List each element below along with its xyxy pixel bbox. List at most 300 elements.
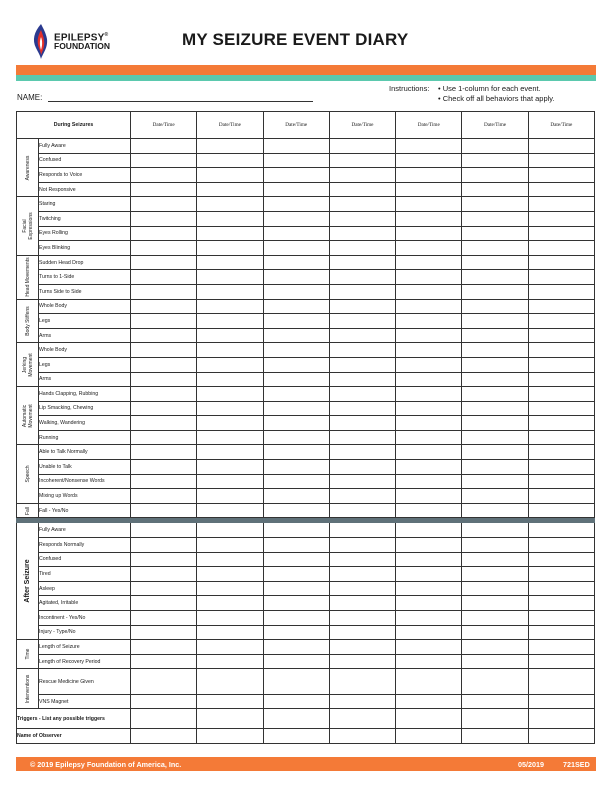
entry-cell[interactable] [462, 640, 528, 655]
entry-cell[interactable] [263, 241, 329, 256]
entry-cell[interactable] [528, 503, 594, 518]
entry-cell[interactable] [462, 270, 528, 285]
entry-cell[interactable] [197, 694, 263, 709]
entry-cell[interactable] [462, 654, 528, 669]
entry-cell[interactable] [396, 445, 462, 460]
behavior-label: Sudden Head Drop [39, 255, 131, 270]
entry-cell[interactable] [462, 538, 528, 553]
entry-cell[interactable] [197, 168, 263, 183]
entry-cell[interactable] [396, 284, 462, 299]
entry-cell[interactable] [197, 372, 263, 387]
entry-cell[interactable] [528, 226, 594, 241]
entry-cell[interactable] [396, 226, 462, 241]
entry-cell[interactable] [396, 328, 462, 343]
entry-cell[interactable] [131, 416, 197, 431]
entry-cell[interactable] [197, 596, 263, 611]
entry-cell[interactable] [131, 611, 197, 626]
entry-cell[interactable] [197, 153, 263, 168]
entry-cell[interactable] [197, 445, 263, 460]
behavior-label: Legs [39, 314, 131, 329]
entry-cell[interactable] [528, 401, 594, 416]
entry-cell[interactable] [528, 581, 594, 596]
entry-cell[interactable] [131, 197, 197, 212]
entry-cell[interactable] [131, 552, 197, 567]
entry-cell[interactable] [263, 640, 329, 655]
entry-cell[interactable] [197, 314, 263, 329]
entry-cell[interactable] [329, 489, 395, 504]
entry-cell[interactable] [528, 197, 594, 212]
entry-cell[interactable] [197, 729, 263, 744]
entry-cell[interactable] [263, 694, 329, 709]
group-label-text: Interventions [24, 674, 31, 704]
entry-cell[interactable] [263, 669, 329, 695]
entry-cell[interactable] [197, 401, 263, 416]
entry-cell[interactable] [329, 343, 395, 358]
entry-cell[interactable] [329, 430, 395, 445]
entry-cell[interactable] [197, 460, 263, 475]
entry-cell[interactable] [462, 729, 528, 744]
entry-cell[interactable] [131, 211, 197, 226]
entry-cell[interactable] [528, 139, 594, 154]
entry-cell[interactable] [329, 270, 395, 285]
entry-cell[interactable] [462, 372, 528, 387]
entry-cell[interactable] [396, 567, 462, 582]
entry-cell[interactable] [329, 387, 395, 402]
entry-cell[interactable] [263, 357, 329, 372]
entry-cell[interactable] [462, 211, 528, 226]
entry-cell[interactable] [528, 153, 594, 168]
entry-cell[interactable] [528, 430, 594, 445]
page-title: MY SEIZURE EVENT DIARY [182, 30, 409, 49]
entry-cell[interactable] [263, 328, 329, 343]
entry-cell[interactable] [263, 139, 329, 154]
entry-cell[interactable] [329, 255, 395, 270]
entry-cell[interactable] [329, 211, 395, 226]
entry-cell[interactable] [131, 640, 197, 655]
entry-cell[interactable] [528, 372, 594, 387]
entry-cell[interactable] [197, 523, 263, 538]
entry-cell[interactable] [396, 611, 462, 626]
entry-cell[interactable] [329, 401, 395, 416]
group-label [17, 255, 39, 299]
entry-cell[interactable] [197, 416, 263, 431]
entry-cell[interactable] [197, 503, 263, 518]
entry-cell[interactable] [462, 401, 528, 416]
entry-cell[interactable] [396, 581, 462, 596]
entry-cell[interactable] [197, 328, 263, 343]
entry-cell[interactable] [131, 401, 197, 416]
entry-cell[interactable] [263, 709, 329, 729]
entry-cell[interactable] [396, 168, 462, 183]
entry-cell[interactable] [263, 226, 329, 241]
entry-cell[interactable] [396, 596, 462, 611]
entry-cell[interactable] [396, 416, 462, 431]
entry-cell[interactable] [263, 625, 329, 640]
group-label [17, 523, 39, 640]
entry-cell[interactable] [462, 357, 528, 372]
entry-cell[interactable] [462, 503, 528, 518]
entry-cell[interactable] [131, 503, 197, 518]
entry-cell[interactable] [131, 182, 197, 197]
entry-cell[interactable] [197, 343, 263, 358]
entry-cell[interactable] [329, 284, 395, 299]
entry-cell[interactable] [528, 611, 594, 626]
entry-cell[interactable] [131, 153, 197, 168]
entry-cell[interactable] [462, 299, 528, 314]
entry-cell[interactable] [131, 139, 197, 154]
entry-cell[interactable] [396, 197, 462, 212]
entry-cell[interactable] [396, 474, 462, 489]
group-label [17, 445, 39, 503]
entry-cell[interactable] [263, 611, 329, 626]
entry-cell[interactable] [528, 241, 594, 256]
entry-cell[interactable] [462, 694, 528, 709]
entry-cell[interactable] [263, 552, 329, 567]
entry-cell[interactable] [462, 445, 528, 460]
entry-cell[interactable] [396, 182, 462, 197]
behavior-label: Lip Smacking, Chewing [39, 401, 131, 416]
entry-cell[interactable] [197, 197, 263, 212]
entry-cell[interactable] [396, 669, 462, 695]
entry-cell[interactable] [462, 460, 528, 475]
entry-cell[interactable] [462, 581, 528, 596]
entry-cell[interactable] [131, 284, 197, 299]
entry-cell[interactable] [528, 552, 594, 567]
entry-cell[interactable] [263, 153, 329, 168]
entry-cell[interactable] [528, 709, 594, 729]
entry-cell[interactable] [396, 729, 462, 744]
entry-cell[interactable] [263, 567, 329, 582]
entry-cell[interactable] [329, 357, 395, 372]
entry-cell[interactable] [462, 669, 528, 695]
entry-cell[interactable] [197, 299, 263, 314]
behavior-label: Eyes Blinking [39, 241, 131, 256]
entry-cell[interactable] [528, 567, 594, 582]
entry-cell[interactable] [329, 552, 395, 567]
entry-cell[interactable] [197, 357, 263, 372]
entry-cell[interactable] [329, 314, 395, 329]
entry-cell[interactable] [197, 270, 263, 285]
entry-cell[interactable] [131, 328, 197, 343]
entry-cell[interactable] [131, 387, 197, 402]
entry-cell[interactable] [197, 255, 263, 270]
entry-cell[interactable] [462, 139, 528, 154]
entry-cell[interactable] [528, 314, 594, 329]
entry-cell[interactable] [329, 611, 395, 626]
name-field[interactable] [48, 101, 313, 102]
entry-cell[interactable] [396, 241, 462, 256]
entry-cell[interactable] [197, 284, 263, 299]
entry-cell[interactable] [197, 654, 263, 669]
behavior-label: Responds Normally [39, 538, 131, 553]
entry-cell[interactable] [329, 669, 395, 695]
entry-cell[interactable] [131, 596, 197, 611]
entry-cell[interactable] [263, 445, 329, 460]
entry-cell[interactable] [462, 567, 528, 582]
entry-cell[interactable] [263, 211, 329, 226]
entry-cell[interactable] [263, 284, 329, 299]
entry-cell[interactable] [131, 357, 197, 372]
entry-cell[interactable] [462, 168, 528, 183]
entry-cell[interactable] [329, 182, 395, 197]
entry-cell[interactable] [396, 625, 462, 640]
entry-cell[interactable] [131, 314, 197, 329]
entry-cell[interactable] [263, 255, 329, 270]
entry-cell[interactable] [329, 416, 395, 431]
entry-cell[interactable] [396, 401, 462, 416]
entry-cell[interactable] [528, 625, 594, 640]
entry-cell[interactable] [528, 523, 594, 538]
entry-cell[interactable] [131, 270, 197, 285]
entry-cell[interactable] [462, 625, 528, 640]
entry-cell[interactable] [263, 314, 329, 329]
entry-cell[interactable] [131, 581, 197, 596]
entry-cell[interactable] [396, 357, 462, 372]
entry-cell[interactable] [528, 255, 594, 270]
entry-cell[interactable] [131, 694, 197, 709]
entry-cell[interactable] [329, 581, 395, 596]
entry-cell[interactable] [131, 460, 197, 475]
entry-cell[interactable] [462, 523, 528, 538]
entry-cell[interactable] [131, 654, 197, 669]
entry-cell[interactable] [197, 211, 263, 226]
entry-cell[interactable] [329, 372, 395, 387]
entry-cell[interactable] [528, 460, 594, 475]
entry-cell[interactable] [396, 552, 462, 567]
entry-cell[interactable] [197, 581, 263, 596]
entry-cell[interactable] [329, 153, 395, 168]
entry-cell[interactable] [329, 538, 395, 553]
entry-cell[interactable] [329, 474, 395, 489]
entry-cell[interactable] [329, 523, 395, 538]
entry-cell[interactable] [197, 430, 263, 445]
entry-cell[interactable] [263, 182, 329, 197]
entry-cell[interactable] [396, 640, 462, 655]
entry-cell[interactable] [197, 640, 263, 655]
entry-cell[interactable] [131, 474, 197, 489]
behavior-label: Tired [39, 567, 131, 582]
entry-cell[interactable] [263, 299, 329, 314]
entry-cell[interactable] [396, 538, 462, 553]
entry-cell[interactable] [462, 314, 528, 329]
entry-cell[interactable] [263, 343, 329, 358]
entry-cell[interactable] [263, 523, 329, 538]
entry-cell[interactable] [396, 314, 462, 329]
entry-cell[interactable] [396, 430, 462, 445]
entry-cell[interactable] [396, 694, 462, 709]
entry-cell[interactable] [528, 416, 594, 431]
entry-cell[interactable] [329, 694, 395, 709]
entry-cell[interactable] [329, 226, 395, 241]
entry-cell[interactable] [131, 168, 197, 183]
footer-bar [16, 757, 596, 771]
entry-cell[interactable] [197, 139, 263, 154]
entry-cell[interactable] [263, 197, 329, 212]
entry-cell[interactable] [263, 401, 329, 416]
entry-cell[interactable] [462, 596, 528, 611]
entry-cell[interactable] [197, 611, 263, 626]
entry-cell[interactable] [197, 538, 263, 553]
entry-cell[interactable] [528, 445, 594, 460]
entry-cell[interactable] [462, 255, 528, 270]
entry-cell[interactable] [263, 489, 329, 504]
entry-cell[interactable] [329, 197, 395, 212]
entry-cell[interactable] [329, 139, 395, 154]
entry-cell[interactable] [528, 211, 594, 226]
entry-cell[interactable] [197, 182, 263, 197]
entry-cell[interactable] [263, 596, 329, 611]
entry-cell[interactable] [462, 153, 528, 168]
entry-cell[interactable] [197, 709, 263, 729]
entry-cell[interactable] [396, 489, 462, 504]
entry-cell[interactable] [528, 654, 594, 669]
entry-cell[interactable] [396, 460, 462, 475]
entry-cell[interactable] [131, 567, 197, 582]
entry-cell[interactable] [528, 343, 594, 358]
entry-cell[interactable] [396, 654, 462, 669]
entry-cell[interactable] [528, 640, 594, 655]
entry-cell[interactable] [131, 523, 197, 538]
behavior-label: Walking, Wandering [39, 416, 131, 431]
entry-cell[interactable] [263, 168, 329, 183]
behavior-label: Fully Aware [39, 139, 131, 154]
entry-cell[interactable] [263, 654, 329, 669]
entry-cell[interactable] [131, 241, 197, 256]
entry-cell[interactable] [197, 669, 263, 695]
behavior-label: Twitching [39, 211, 131, 226]
entry-cell[interactable] [197, 567, 263, 582]
entry-cell[interactable] [396, 387, 462, 402]
entry-cell[interactable] [263, 729, 329, 744]
entry-cell[interactable] [131, 299, 197, 314]
entry-cell[interactable] [197, 625, 263, 640]
entry-cell[interactable] [396, 523, 462, 538]
entry-cell[interactable] [263, 430, 329, 445]
entry-cell[interactable] [131, 489, 197, 504]
entry-cell[interactable] [396, 139, 462, 154]
entry-cell[interactable] [263, 503, 329, 518]
entry-cell[interactable] [197, 474, 263, 489]
entry-cell[interactable] [528, 270, 594, 285]
entry-cell[interactable] [263, 460, 329, 475]
entry-cell[interactable] [396, 343, 462, 358]
entry-cell[interactable] [528, 694, 594, 709]
entry-cell[interactable] [396, 153, 462, 168]
entry-cell[interactable] [528, 474, 594, 489]
entry-cell[interactable] [462, 611, 528, 626]
entry-cell[interactable] [197, 226, 263, 241]
entry-cell[interactable] [329, 596, 395, 611]
entry-cell[interactable] [131, 226, 197, 241]
entry-cell[interactable] [329, 445, 395, 460]
entry-cell[interactable] [329, 625, 395, 640]
entry-cell[interactable] [329, 640, 395, 655]
behavior-label: Arms [39, 328, 131, 343]
entry-cell[interactable] [396, 709, 462, 729]
entry-cell[interactable] [462, 343, 528, 358]
entry-cell[interactable] [263, 387, 329, 402]
entry-cell[interactable] [263, 581, 329, 596]
entry-cell[interactable] [197, 241, 263, 256]
entry-cell[interactable] [329, 567, 395, 582]
entry-cell[interactable] [329, 299, 395, 314]
entry-cell[interactable] [528, 387, 594, 402]
entry-cell[interactable] [131, 669, 197, 695]
entry-cell[interactable] [396, 372, 462, 387]
entry-cell[interactable] [462, 226, 528, 241]
entry-cell[interactable] [197, 387, 263, 402]
entry-cell[interactable] [329, 503, 395, 518]
entry-cell[interactable] [131, 445, 197, 460]
entry-cell[interactable] [131, 430, 197, 445]
entry-cell[interactable] [329, 168, 395, 183]
entry-cell[interactable] [131, 709, 197, 729]
entry-cell[interactable] [528, 328, 594, 343]
entry-cell[interactable] [131, 538, 197, 553]
entry-cell[interactable] [329, 654, 395, 669]
entry-cell[interactable] [131, 729, 197, 744]
entry-cell[interactable] [462, 241, 528, 256]
entry-cell[interactable] [396, 255, 462, 270]
entry-cell[interactable] [462, 416, 528, 431]
entry-cell[interactable] [396, 299, 462, 314]
entry-cell[interactable] [528, 538, 594, 553]
entry-cell[interactable] [462, 430, 528, 445]
entry-cell[interactable] [462, 284, 528, 299]
entry-cell[interactable] [396, 211, 462, 226]
entry-cell[interactable] [396, 503, 462, 518]
entry-cell[interactable] [396, 270, 462, 285]
entry-cell[interactable] [528, 489, 594, 504]
entry-cell[interactable] [462, 182, 528, 197]
entry-cell[interactable] [462, 328, 528, 343]
entry-cell[interactable] [263, 372, 329, 387]
entry-cell[interactable] [131, 625, 197, 640]
entry-cell[interactable] [528, 669, 594, 695]
entry-cell[interactable] [131, 255, 197, 270]
entry-cell[interactable] [263, 538, 329, 553]
entry-cell[interactable] [329, 729, 395, 744]
entry-cell[interactable] [263, 270, 329, 285]
entry-cell[interactable] [462, 474, 528, 489]
entry-cell[interactable] [528, 284, 594, 299]
entry-cell[interactable] [329, 709, 395, 729]
entry-cell[interactable] [197, 489, 263, 504]
entry-cell[interactable] [131, 372, 197, 387]
entry-cell[interactable] [528, 357, 594, 372]
form-date: 05/2019 [518, 760, 544, 769]
entry-cell[interactable] [462, 709, 528, 729]
entry-cell[interactable] [462, 387, 528, 402]
entry-cell[interactable] [329, 328, 395, 343]
entry-cell[interactable] [462, 197, 528, 212]
entry-cell[interactable] [263, 474, 329, 489]
behavior-label: Unable to Talk [39, 460, 131, 475]
entry-cell[interactable] [329, 460, 395, 475]
entry-cell[interactable] [462, 489, 528, 504]
entry-cell[interactable] [263, 416, 329, 431]
entry-cell[interactable] [462, 552, 528, 567]
entry-cell[interactable] [528, 182, 594, 197]
entry-cell[interactable] [528, 729, 594, 744]
entry-cell[interactable] [528, 596, 594, 611]
entry-cell[interactable] [528, 168, 594, 183]
entry-cell[interactable] [528, 299, 594, 314]
entry-cell[interactable] [131, 343, 197, 358]
entry-cell[interactable] [329, 241, 395, 256]
entry-cell[interactable] [197, 552, 263, 567]
date-time-header: Date/Time [462, 112, 528, 139]
